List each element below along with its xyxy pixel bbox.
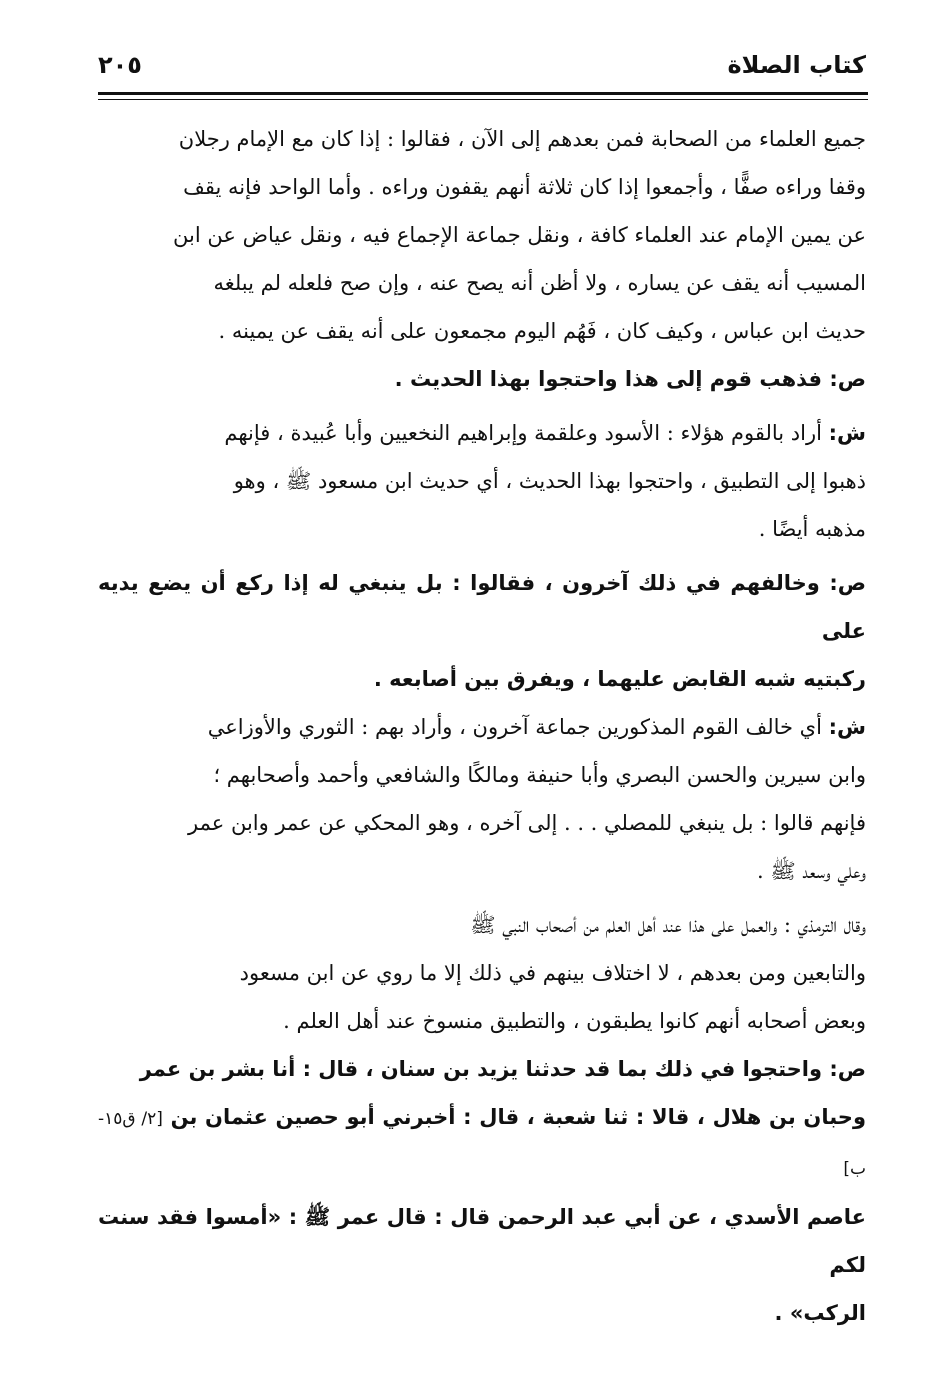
manuscript-ref: [٢/ ق١٥-ب] (98, 1109, 866, 1179)
text-line: وابن سيرين والحسن البصري وأبا حنيفة ومالكًا والشافعي وأحمد وأصحابهم ؛ (213, 763, 866, 787)
header-rule-thick (98, 92, 868, 95)
sharh-paragraph (98, 703, 866, 895)
text-line: ركبتيه شبه القابض عليهما ، ويفرق بين أصابعه . (373, 667, 866, 691)
page-number: ٢٠٥ (98, 51, 142, 79)
text-line (98, 1045, 866, 1093)
matn-paragraph (98, 559, 866, 703)
text-line: وقال الترمذي : والعمل على هذا عند أهل العلم من أصحاب النبي ﷺ (470, 913, 866, 937)
page-header (98, 40, 866, 90)
text-line (98, 1093, 866, 1193)
matn-paragraph (98, 1045, 866, 1337)
sharh-label: ش: (828, 715, 866, 739)
text-line: وعلي وسعد ﷺ . (757, 859, 866, 883)
sharh-label: ش: (828, 421, 866, 445)
text-line (98, 409, 866, 457)
text-line: عاصم الأسدي ، عن أبي عبد الرحمن قال : قال عمر ﷺ : «أمسوا فقد سنت لكم (98, 1205, 866, 1277)
text-line (98, 559, 866, 655)
text-line: ذهبوا إلى التطبيق ، واحتجوا بهذا الحديث ، أي حديث ابن مسعود ﷺ ، وهو (233, 469, 866, 493)
sharh-paragraph (98, 409, 866, 553)
matn-text: وخالفهم في ذلك آخرون ، فقالوا : بل ينبغي له إذا ركع أن يضع يديه على (98, 571, 866, 643)
text-line: عن يمين الإمام عند العلماء كافة ، ونقل جماعة الإجماع فيه ، ونقل عياض عن ابن (173, 223, 866, 247)
text-line (98, 703, 866, 751)
matn-text: وحبان بن هلال ، قالا : ثنا شعبة ، قال : أخبرني أبو حصين عثمان بن (170, 1105, 866, 1129)
matn-label: ص: (829, 571, 866, 595)
text-line: فإنهم قالوا : بل ينبغي للمصلي . . . إلى آخره ، وهو المحكي عن عمر وابن عمر (188, 811, 866, 835)
sharh-text: أراد بالقوم هؤلاء : الأسود وعلقمة وإبراهيم النخعيين وأبا عُبيدة ، فإنهم (224, 421, 822, 445)
text-line: مذهبه أيضًا . (758, 517, 866, 541)
text-line: الركب» . (774, 1301, 866, 1325)
matn-paragraph (98, 355, 866, 403)
matn-label: ص: (829, 1057, 866, 1081)
matn-label: ص: (829, 367, 866, 391)
text-line: المسيب أنه يقف عن يساره ، ولا أظن أنه يصح عنه ، وإن صح فلعله لم يبلغه (213, 271, 866, 295)
text-line: جميع العلماء من الصحابة فمن بعدهم إلى الآن ، فقالوا : إذا كان مع الإمام رجلان (178, 127, 866, 151)
text-line (98, 355, 866, 403)
text-line: حديث ابن عباس ، وكيف كان ، فَهُم اليوم مجمعون على أنه يقف عن يمينه . (218, 319, 866, 343)
matn-text: فذهب قوم إلى هذا واحتجوا بهذا الحديث . (394, 367, 823, 391)
body-text (98, 115, 866, 1337)
header-rule-thin (98, 99, 868, 100)
paragraph (98, 115, 866, 355)
text-line: وبعض أصحابه أنهم كانوا يطبقون ، والتطبيق منسوخ عند أهل العلم . (283, 1009, 866, 1033)
book-title: كتاب الصلاة (727, 51, 866, 79)
text-line: والتابعين ومن بعدهم ، لا اختلاف بينهم في ذلك إلا ما روي عن ابن مسعود (239, 961, 866, 985)
matn-text: واحتجوا في ذلك بما قد حدثنا يزيد بن سنان ، قال : أنا بشر بن عمر (139, 1057, 823, 1081)
sharh-text: أي خالف القوم المذكورين جماعة آخرون ، وأراد بهم : الثوري والأوزاعي (207, 715, 822, 739)
paragraph (98, 901, 866, 1045)
text-line: وقفا وراءه صفًّا ، وأجمعوا إذا كان ثلاثة أنهم يقفون وراءه . وأما الواحد فإنه يقف (183, 175, 866, 199)
